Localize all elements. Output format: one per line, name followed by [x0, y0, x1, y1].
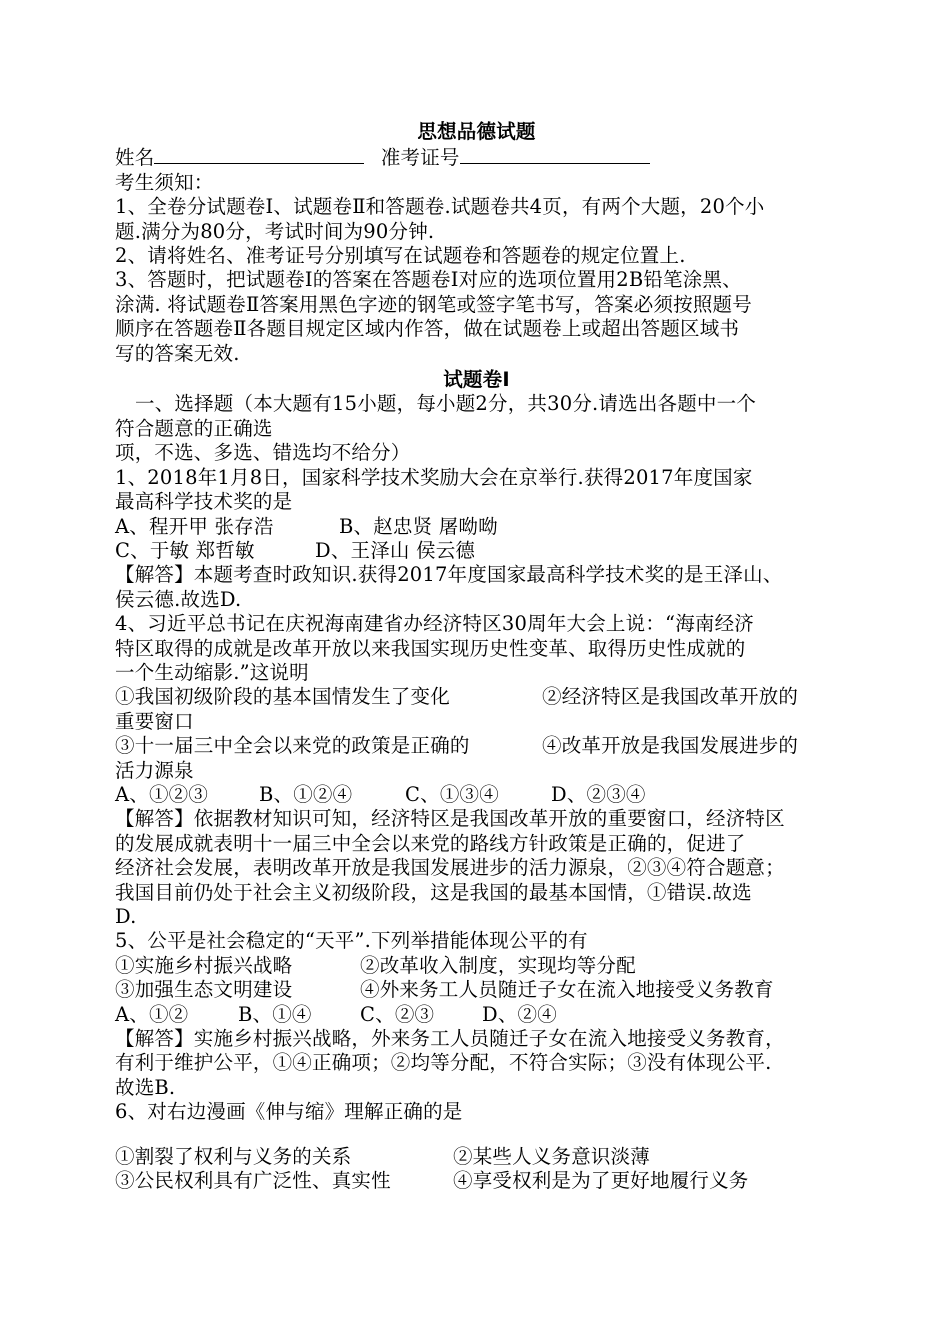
question-4-answer: D.: [115, 905, 137, 928]
notice-line: 1、全卷分试题卷Ⅰ、试题卷Ⅱ和答题卷.试题卷共4页，有两个大题，20个小: [115, 195, 765, 219]
question-1-stem: 1、2018年1月8日，国家科学技术奖励大会在京举行.获得2017年度国家: [115, 465, 753, 489]
question-6-items: [115, 1169, 838, 1193]
section-title: 试题卷Ⅰ: [443, 368, 510, 392]
question-4-stem: 特区取得的成就是改革开放以来我国实现历史性变革、取得历史性成就的: [115, 636, 746, 660]
option-a: A、①②③: [115, 782, 209, 806]
notice-line: 涂满. 将试题卷Ⅱ答案用黑色字迹的钢笔或签字笔书写，答案必须按照题号: [115, 292, 752, 316]
question-5-stem: 5、公平是社会稳定的“天平”.下列举措能体现公平的有: [115, 929, 588, 953]
item-4: ④改革开放是我国发展进步的: [542, 734, 799, 758]
option-d: D、王泽山 侯云德: [315, 538, 476, 562]
item-1: ①实施乡村振兴战略: [115, 953, 293, 977]
option-c: C、②③: [360, 1002, 435, 1026]
question-6-stem: 6、对右边漫画《伸与缩》理解正确的是: [115, 1100, 463, 1124]
notice-heading: 考生须知：: [115, 170, 214, 194]
option-d: D、②③④: [551, 782, 646, 806]
question-4-items-cont: 重要窗口: [115, 709, 194, 733]
question-4-items-cont: 活力源泉: [115, 758, 194, 782]
name-blank[interactable]: [154, 145, 364, 164]
question-4-options: [115, 783, 838, 807]
question-1-options: [115, 515, 838, 539]
notice-line: 题.满分为80分，考试时间为90分钟.: [115, 219, 435, 243]
name-label: 姓名: [115, 146, 155, 170]
question-5-answer: 【解答】实施乡村振兴战略，外来务工人员随迁子女在流入地接受义务教育，: [115, 1027, 785, 1051]
option-b: B、赵忠贤 屠呦呦: [339, 514, 498, 538]
section-intro-line: 项，不选、多选、错选均不给分）: [115, 441, 411, 465]
question-1-answer: 【解答】本题考查时政知识.获得2017年度国家最高科学技术奖的是王泽山、: [115, 563, 783, 587]
notice-line: 2、请将姓名、准考证号分别填写在试题卷和答题卷的规定位置上.: [115, 244, 686, 268]
item-4: ④享受权利是为了更好地履行义务: [453, 1169, 749, 1193]
section-intro-line: 符合题意的正确选: [115, 416, 273, 440]
question-4-stem: 4、习近平总书记在庆祝海南建省办经济特区30周年大会上说：“海南经济: [115, 612, 754, 636]
option-b: B、①②④: [259, 782, 353, 806]
item-3: ③十一届三中全会以来党的政策是正确的: [115, 734, 470, 758]
question-4-items: [115, 685, 838, 709]
question-5-options: [115, 1003, 838, 1027]
question-4-answer: 我国目前仍处于社会主义初级阶段，这是我国的最基本国情，①错误.故选: [115, 880, 752, 904]
question-4-stem: 一个生动缩影.”这说明: [115, 660, 309, 684]
item-1: ①割裂了权利与义务的关系: [115, 1144, 352, 1168]
id-label: 准考证号: [380, 146, 460, 170]
candidate-info-row: [115, 145, 838, 170]
notice-line: 写的答案无效.: [115, 341, 240, 365]
question-1-stem: 最高科学技术奖的是: [115, 490, 293, 514]
item-2: ②改革收入制度，实现均等分配: [360, 953, 636, 977]
option-c: C、于敏 郑哲敏: [115, 538, 255, 562]
notice-line: 3、答题时，把试题卷Ⅰ的答案在答题卷Ⅰ对应的选项位置用2B铅笔涂黑、: [115, 268, 742, 292]
option-a: A、①②: [115, 1002, 189, 1026]
notice-line: 顺序在答题卷Ⅱ各题目规定区域内作答，做在试题卷上或超出答题区域书: [115, 317, 740, 341]
question-5-items: [115, 978, 838, 1002]
question-4-answer: 经济社会发展，表明改革开放是我国发展进步的活力源泉，②③④符合题意；: [115, 856, 785, 880]
item-2: ②某些人义务意识淡薄: [453, 1144, 651, 1168]
item-3: ③公民权利具有广泛性、真实性: [115, 1169, 391, 1193]
item-1: ①我国初级阶段的基本国情发生了变化: [115, 685, 450, 709]
option-d: D、②④: [482, 1002, 557, 1026]
option-c: C、①③④: [405, 782, 499, 806]
page-title: 思想品德试题: [417, 120, 536, 143]
question-5-answer: 故选B.: [115, 1075, 176, 1099]
option-a: A、程开甲 张存浩: [115, 514, 274, 538]
question-1-options: [115, 539, 838, 563]
question-6-items: [115, 1145, 838, 1169]
item-2: ②经济特区是我国改革开放的: [542, 685, 799, 709]
cartoon-placeholder-gap: [115, 1125, 838, 1145]
question-1-answer: 侯云德.故选D.: [115, 587, 242, 611]
question-5-answer: 有利于维护公平，①④正确项；②均等分配，不符合实际；③没有体现公平.: [115, 1051, 772, 1075]
question-4-answer: 【解答】依据教材知识可知，经济特区是我国改革开放的重要窗口，经济特区: [115, 807, 785, 831]
question-4-answer: 的发展成就表明十一届三中全会以来党的路线方针政策是正确的，促进了: [115, 831, 746, 855]
section-intro-line: 一、选择题（本大题有15小题，每小题2分，共30分.请选出各题中一个: [135, 392, 757, 416]
item-4: ④外来务工人员随迁子女在流入地接受义务教育: [360, 978, 774, 1002]
question-4-items: [115, 734, 838, 758]
id-blank[interactable]: [460, 145, 650, 164]
option-b: B、①④: [238, 1002, 312, 1026]
item-3: ③加强生态文明建设: [115, 978, 293, 1002]
question-5-items: [115, 954, 838, 978]
